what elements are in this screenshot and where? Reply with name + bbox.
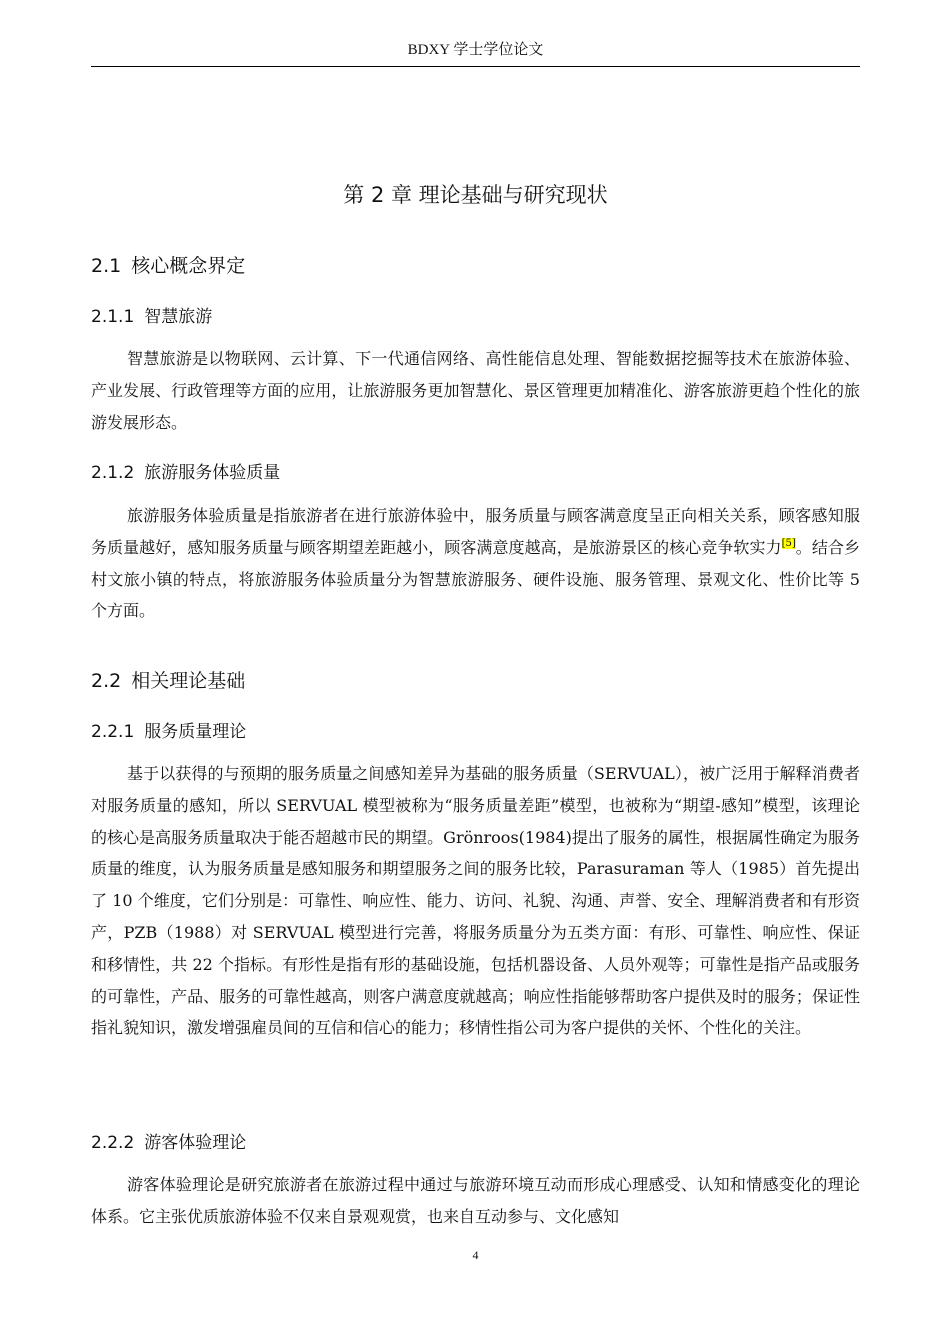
subsection-heading-2-1-1 xyxy=(91,304,212,330)
subsection-heading-2-1-2 xyxy=(91,460,280,486)
paragraph-service-quality-theory: 基于以获得的与预期的服务质量之间感知差异为基础的服务质量（SERVUAL），被广泛用于解释消费者对服务质量的感知，所以 SERVUAL 模型被称为“服务质量差距”模型，也被称为“期望-感知”模型，该理论的核心是高服务质量取决于能否超越市民的期望。Grönroos(1984)提出了服务的属性，根据属性确定为服务质量的维度，认为服务质量是感知服务和期望服务之间的服务比较，Parasuraman 等人（1985）首先提出了 10 个维度，它们分别是：可靠性、响应性、能力、访问、礼貌、沟通、声誉、安全、理解消费者和有形资产，PZB（1988）对 SERVUAL 模型进行完善，将服务质量分为五类方面：有形、可靠性、响应性、保证和移情性，共 22 个指标。有形性是指有形的基础设施，包括机器设备、人员外观等；可靠性是指产品或服务的可靠性，产品、服务的可靠性越高，则客户满意度就越高；响应性指能够帮助客户提供及时的服务；保证性指礼貌知识，激发增强雇员间的互信和信心的能力；移情性指公司为客户提供的关怀、个性化的关注。 xyxy=(91,764,860,1038)
subsection-heading-2-2-1 xyxy=(91,719,246,745)
section-number: 2.1 xyxy=(91,255,122,277)
subsection-number: 2.2.2 xyxy=(91,1133,135,1153)
paragraph-tourist-experience-theory: 游客体验理论是研究旅游者在旅游过程中通过与旅游环境互动而形成心理感受、认知和情感变化的理论体系。它主张优质旅游体验不仅来自景观观赏，也来自互动参与、文化感知 xyxy=(91,1175,860,1226)
citation-reference[interactable]: [5] xyxy=(781,538,796,550)
page-number: 4 xyxy=(472,1248,479,1262)
page-header xyxy=(91,38,860,67)
section-heading-2-1 xyxy=(91,252,245,280)
section-heading-2-2 xyxy=(91,667,245,695)
subsection-title: 旅游服务体验质量 xyxy=(144,463,281,483)
subsection-number: 2.2.1 xyxy=(91,722,135,742)
subsection-number: 2.1.2 xyxy=(91,463,135,483)
section-title: 核心概念界定 xyxy=(131,255,246,277)
section-title: 相关理论基础 xyxy=(131,670,246,692)
paragraph-text-before-citation: 旅游服务体验质量是指旅游者在进行旅游体验中，服务质量与顾客满意度呈正向相关关系，顾客感知服务质量越好，感知服务质量与顾客期望差距越小，顾客满意度越高，是旅游景区的核心竞争软实力 xyxy=(91,506,860,557)
paragraph-service-experience-quality xyxy=(91,500,860,627)
subsection-title: 服务质量理论 xyxy=(144,722,247,742)
section-number: 2.2 xyxy=(91,670,122,692)
chapter-title: 第 2 章 理论基础与研究现状 xyxy=(343,183,608,207)
header-title: BDXY 学士学位论文 xyxy=(407,42,544,58)
paragraph-text-after-citation: 。结合乡村文旅小镇的特点，将旅游服务体验质量分为智慧旅游服务、硬件设施、服务管理、景观文化、性价比等 5 个方面。 xyxy=(91,537,860,621)
subsection-heading-2-2-2 xyxy=(91,1130,246,1156)
paragraph-smart-tourism: 智慧旅游是以物联网、云计算、下一代通信网络、高性能信息处理、智能数据挖掘等技术在旅游体验、产业发展、行政管理等方面的应用，让旅游服务更加智慧化、景区管理更加精准化、游客旅游更趋个性化的旅游发展形态。 xyxy=(91,349,860,432)
subsection-title: 智慧旅游 xyxy=(144,307,213,327)
subsection-number: 2.1.1 xyxy=(91,307,135,327)
subsection-title: 游客体验理论 xyxy=(144,1133,247,1153)
